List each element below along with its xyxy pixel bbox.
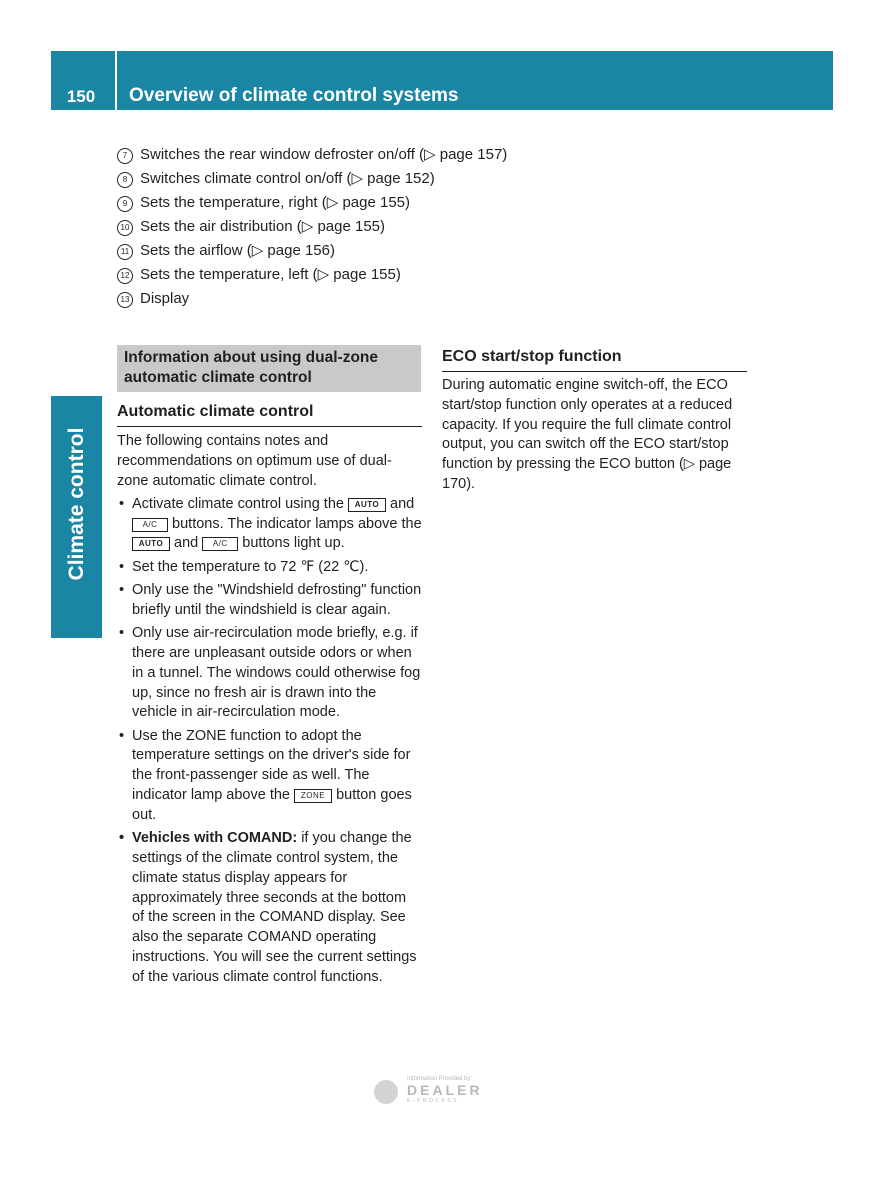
legend-text: Switches climate control on/off (▷ page 152) (140, 170, 435, 187)
recommendation-list (117, 495, 422, 988)
bullet-text: Use the ZONE function to adopt the temperature settings on the driver's side for the front-passenger side as well. The indicator lamp above the (132, 727, 411, 804)
legend-text: Switches the rear window defroster on/off (▷ page 157) (140, 146, 508, 163)
zone-button-icon: ZONE (294, 789, 332, 803)
bullet-marker: • (119, 625, 125, 642)
legend-number: 10 (117, 220, 133, 236)
dealer-watermark (374, 1072, 504, 1112)
section-heading-dual-zone (117, 345, 421, 392)
legend-number: 11 (117, 244, 133, 260)
legend-number: 9 (117, 196, 133, 212)
legend-item (117, 168, 507, 192)
bullet-air-recirculation (117, 624, 422, 723)
legend-item (117, 192, 507, 216)
heading-eco-start-stop: ECO start/stop function (442, 347, 747, 372)
bullet-text: and (390, 495, 415, 512)
bullet-text: Activate climate control using the (132, 495, 344, 512)
page-number: 150 (66, 87, 96, 106)
legend-text: Sets the airflow (▷ page 156) (140, 242, 335, 259)
bullet-activate-climate (117, 495, 422, 554)
bullet-bold-lead: Vehicles with COMAND: (132, 830, 298, 847)
legend-text: Display (140, 290, 190, 307)
legend-item (117, 240, 507, 264)
watermark-sub: E-PROCESS (407, 1098, 459, 1104)
watermark-brand: DEALER (407, 1082, 483, 1098)
bullet-marker: • (119, 727, 125, 744)
bullet-set-temperature (117, 558, 422, 578)
eco-paragraph: During automatic engine switch-off, the ECO start/stop function only operates at a reduced capacity. If you require the full climate control output, you can switch off the ECO start/stop function by pressing the ECO button (▷ page 170). (442, 377, 733, 492)
bullet-windshield-defrosting (117, 581, 422, 621)
bullet-text: and (174, 535, 199, 552)
legend-list (117, 144, 507, 312)
legend-number: 13 (117, 292, 133, 308)
bullet-zone-function (117, 727, 422, 826)
legend-number: 12 (117, 268, 133, 284)
bullet-text: Only use air-recirculation mode briefly, e.g. if there are unpleasant outside odors or when in a tunnel. The windows could otherwise fog up, since no fresh air is drawn into the vehicle in air-recirculation mode. (132, 625, 421, 721)
bullet-text: if you change the settings of the climate control system, the climate status display appears for approximately three seconds at the bottom of the screen in the COMAND display. See also the separate COMAND operating instructions. You will see the current settings of the various climate control functions. (132, 830, 417, 985)
legend-item (117, 288, 507, 312)
side-tab-label: Climate control (65, 427, 88, 581)
legend-text: Sets the temperature, right (▷ page 155) (140, 194, 411, 211)
bullet-text: button goes out. (132, 787, 412, 823)
section-heading-line: Information about using dual-zone (124, 349, 379, 366)
bullet-text: Set the temperature to 72 ℉ (22 ℃). (132, 558, 369, 575)
ac-button-icon: A/C (132, 518, 168, 532)
legend-item (117, 216, 507, 240)
left-column-body (117, 432, 422, 991)
page-title: Overview of climate control systems (129, 85, 459, 106)
legend-number: 8 (117, 172, 133, 188)
auto-button-icon: AUTO (348, 498, 386, 512)
legend-item (117, 264, 507, 288)
bullet-marker: • (119, 558, 125, 575)
legend-number: 7 (117, 148, 133, 164)
bullet-marker: • (119, 582, 125, 599)
subheading-automatic-climate-control: Automatic climate control (117, 402, 422, 427)
bullet-vehicles-with-comand (117, 829, 422, 987)
auto-button-icon: AUTO (132, 537, 170, 551)
legend-item (117, 144, 507, 168)
bullet-text: buttons. The indicator lamps above the (172, 515, 422, 532)
ac-button-icon: A/C (202, 537, 238, 551)
bullet-marker: • (119, 495, 125, 512)
intro-paragraph: The following contains notes and recommendations on optimum use of dual-zone automatic climate control. (117, 433, 392, 489)
legend-text: Sets the temperature, left (▷ page 155) (140, 266, 401, 283)
watermark-caption: Information Provided by: (407, 1076, 473, 1082)
bullet-text: buttons light up. (242, 535, 345, 552)
bullet-text: Only use the "Windshield defrosting" function briefly until the windshield is clear again. (132, 582, 422, 618)
dealer-logo-icon (374, 1080, 398, 1104)
bullet-marker: • (119, 830, 125, 847)
section-heading-line: automatic climate control (124, 369, 312, 386)
legend-text: Sets the air distribution (▷ page 155) (140, 218, 386, 235)
